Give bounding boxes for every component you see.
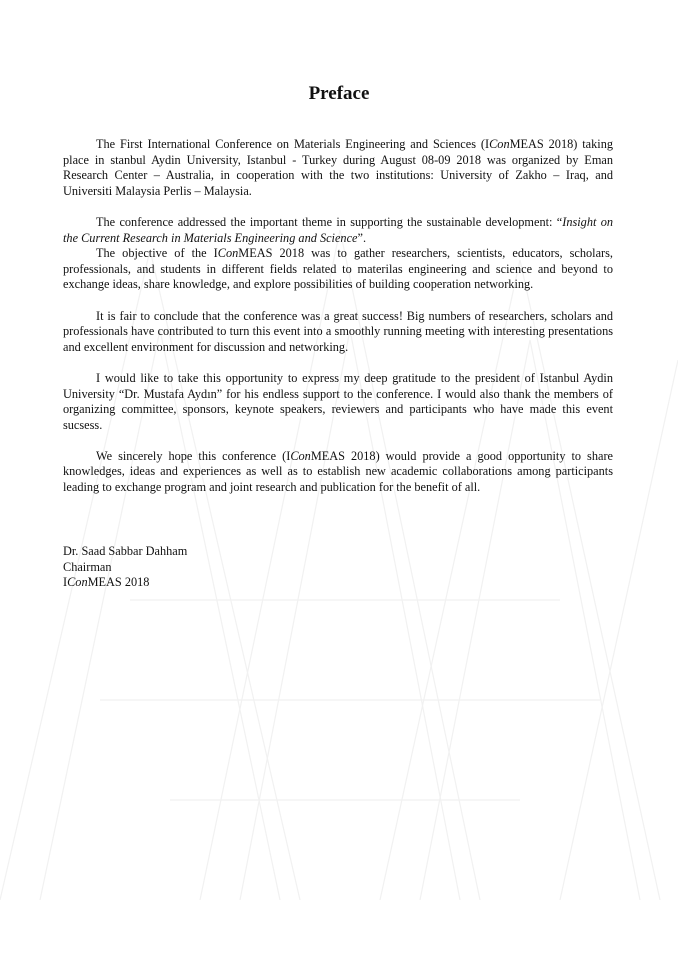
signature-block [63, 544, 187, 591]
signature-role: Chairman [63, 559, 112, 574]
paragraph-2: The conference addressed the important theme in supporting the sustainable development: “Insight on the Current Research in Materials Engineering and Science”. [63, 214, 613, 245]
paragraph-3: The objective of the IConMEAS 2018 was to gather researchers, scientists, educators, scholars, professionals, and students in different fields related to materilas engineering and science and beyond to exchange ideas, share knowledge, and explore possibilities of building cooperation networking. [63, 246, 613, 292]
paragraph-6: We sincerely hope this conference (IConMEAS 2018) would provide a good opportunity to share knowledges, ideas and experiences as well as to establish new academic collaborations among participants leading to exchange program and joint research and publication for the benefit of all. [63, 448, 614, 495]
signature-org: IConMEAS 2018 [63, 575, 150, 590]
page-title: Preface [308, 83, 370, 104]
preface-body [63, 137, 613, 496]
paragraph-5: I would like to take this opportunity to express my deep gratitude to the president of Istanbul Aydin University “Dr. Mustafa Aydın” for his endless support to the conference. I would also thank the members of organizing committee, sponsors, keynote speakers, reviewers and participants who have made this event sucsess. [63, 370, 613, 432]
signature-name: Dr. Saad Sabbar Dahham [63, 544, 188, 558]
paragraph-4: It is fair to conclude that the conference was a great success! Big numbers of researchers, scholars and professionals have contributed to turn this event into a smoothly running meeting with interesting presentations and excellent environment for discussion and networking. [63, 308, 613, 354]
paragraph-1: The First International Conference on Materials Engineering and Sciences (IConMEAS 2018) taking place in stanbul Aydin University, Istanbul - Turkey during August 08-09 2018 was organized by Eman Research Center – Australia, in cooperation with the two institutions: University of Zakho – Iraq, and Universiti Malaysia Perlis – Malaysia. [63, 137, 613, 198]
